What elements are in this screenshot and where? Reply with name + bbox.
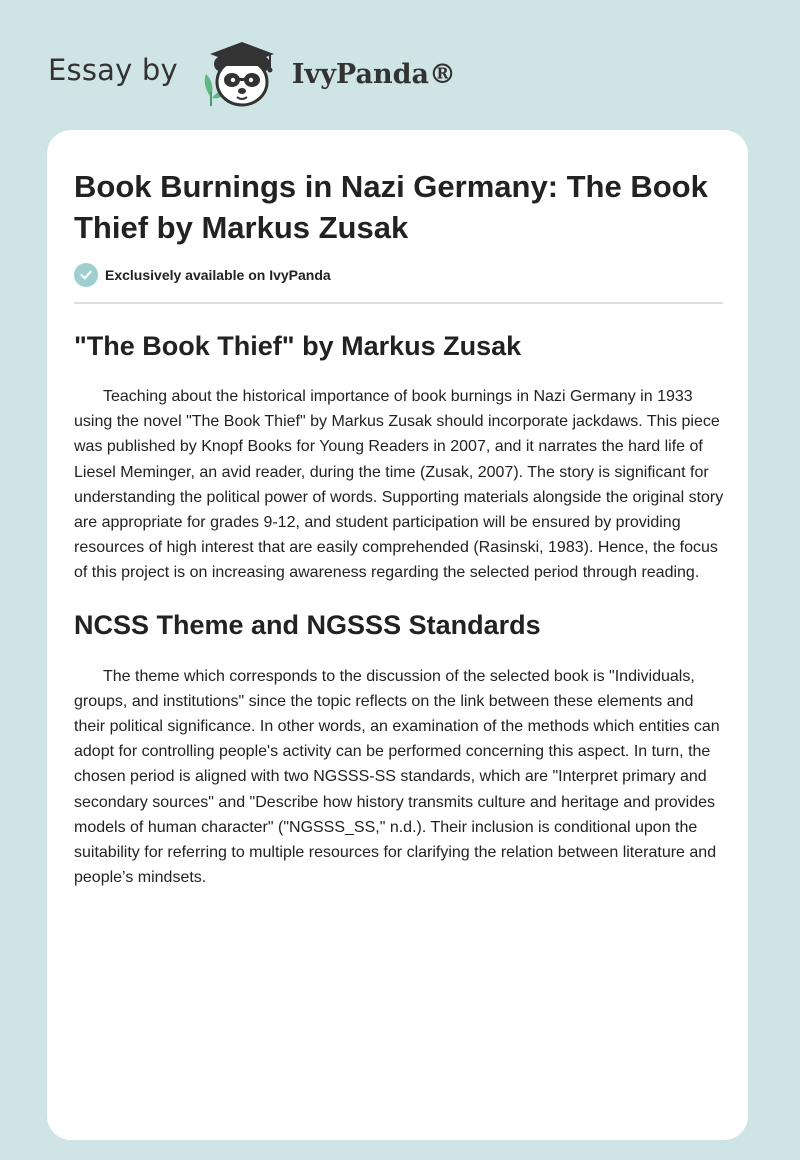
check-circle-icon xyxy=(74,263,98,287)
essay-by-label: Essay by xyxy=(48,53,178,87)
site-header xyxy=(48,34,456,110)
panda-logo-icon[interactable] xyxy=(192,34,288,110)
section-paragraph-book-thief: Teaching about the historical importance of book burnings in Nazi Germany in 1933 using the novel "The Book Thief" by Markus Zusak should incorporate jackdaws. This piece was published by Knopf Books for Young Readers in 2007, and it narrates the hard life of Liesel Meminger, an avid reader, during the time (Zusak, 2007). The story is significant for understanding the political power of words. Supporting materials alongside the original story are appropriate for grades 9-12, and student participation will be ensured by providing resources of high interest that are easily comprehended (Rasinski, 1983). Hence, the focus of this project is on increasing awareness regarding the selected period through reading. xyxy=(74,388,724,582)
exclusive-badge xyxy=(74,263,331,287)
exclusive-label: Exclusively available on IvyPanda xyxy=(105,267,331,283)
section-heading-book-thief: "The Book Thief" by Markus Zusak xyxy=(74,331,522,361)
section-heading-ncss-theme: NCSS Theme and NGSSS Standards xyxy=(74,609,541,640)
article-card xyxy=(47,130,748,1140)
divider xyxy=(74,302,723,304)
article-body xyxy=(74,324,724,890)
section-paragraph-ncss-theme: The theme which corresponds to the discussion of the selected book is "Individuals, groups, and institutions" since the topic reflects on the link between these elements and their political significance. In other words, an examination of the methods which entities can adopt for controlling people's activity can be performed concerning this aspect. In turn, the chosen period is aligned with two NGSSS-SS standards, which are "Interpret primary and secondary sources" and "Describe how history transmits culture and heritage and provides models of human character" ("NGSSS_SS," n.d.). Their inclusion is conditional upon the suitability for referring to multiple resources for clarifying the relation between literature and people’s mindsets. xyxy=(74,667,720,887)
article-title: Book Burnings in Nazi Germany: The Book Thief by Markus Zusak xyxy=(74,169,708,245)
brand-name[interactable]: IvyPanda® xyxy=(291,58,456,90)
